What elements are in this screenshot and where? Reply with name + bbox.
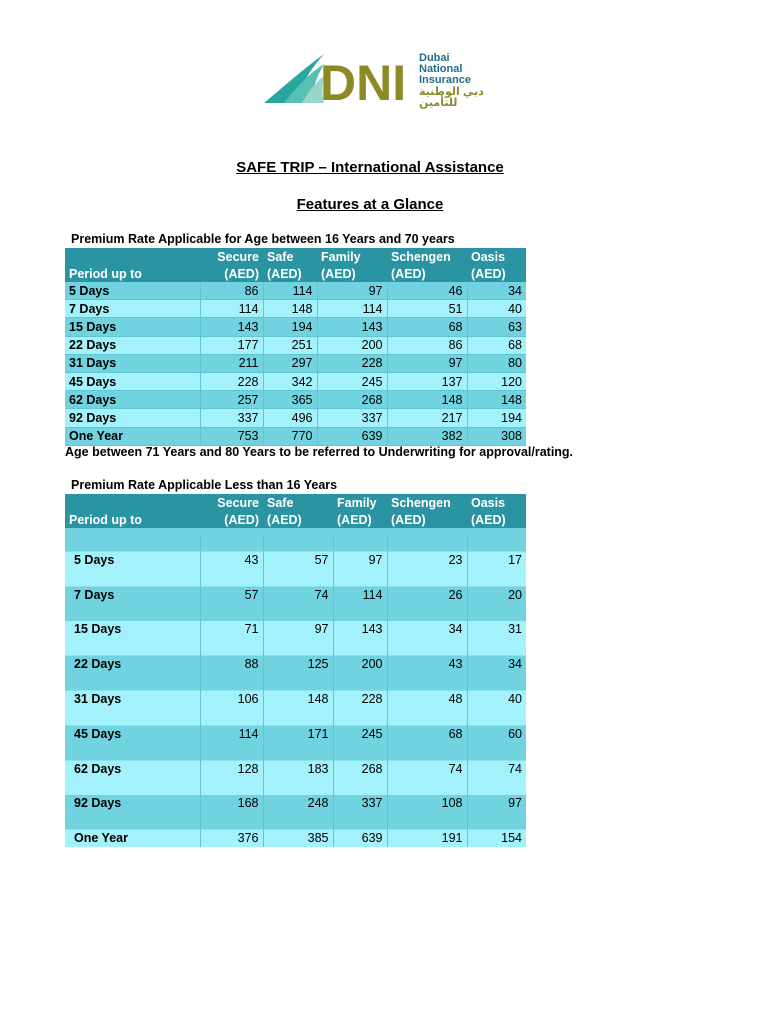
rate-cell: 88 [200,638,263,673]
period-column-header: Period up to [65,511,200,528]
rate-cell: 48 [387,673,467,708]
logo-name-arabic: دبي الوطنية للتأمين [419,86,484,109]
rate-cell: 308 [467,427,526,445]
table-row [65,569,526,604]
table-row [65,282,526,300]
table-row [65,708,526,743]
column-header-unit: (AED) [333,511,387,528]
rate-cell: 168 [200,778,263,813]
rate-cell: 200 [317,336,387,354]
column-header-unit: (AED) [317,265,387,282]
logo-name-line-2: National [419,63,463,75]
rate-cell: 143 [317,318,387,336]
rate-cell: 68 [387,708,467,743]
rate-cell: 60 [467,708,526,743]
period-cell: 62 Days [65,391,200,409]
column-header-top: Secure [200,494,263,511]
period-cell: 22 Days [65,638,200,673]
table-row [65,409,526,427]
rate-cell: 34 [387,604,467,639]
rate-cell: 114 [263,282,317,300]
rate-cell: 639 [333,812,387,847]
rate-cell: 86 [200,282,263,300]
rate-cell: 245 [333,708,387,743]
rate-cell: 34 [467,282,526,300]
rate-cell: 97 [387,354,467,372]
column-header-top: Safe [263,248,317,265]
column-header-unit: (AED) [467,265,526,282]
rate-cell: 120 [467,372,526,390]
table1-caption: Premium Rate Applicable for Age between 16 Years and 70 years [71,232,455,246]
rate-cell: 108 [387,778,467,813]
column-header-unit: (AED) [263,511,333,528]
rate-cell: 148 [387,391,467,409]
rate-cell: 26 [387,569,467,604]
column-header-unit: (AED) [387,265,467,282]
rate-cell: 57 [200,569,263,604]
period-cell: One Year [65,812,200,847]
column-header-top: Oasis [467,248,526,265]
column-header-top: Safe [263,494,333,511]
rate-cell: 211 [200,354,263,372]
column-header-unit: (AED) [200,265,263,282]
document-title: SAFE TRIP – International Assistance [236,159,504,176]
rate-cell: 297 [263,354,317,372]
rate-cell: 97 [263,604,333,639]
svg-text:DNI: DNI [320,55,407,108]
rate-cell: 68 [387,318,467,336]
rate-cell: 114 [317,300,387,318]
rate-cell: 148 [467,391,526,409]
rate-cell: 114 [200,300,263,318]
logo-company-name [419,53,502,109]
underwriting-note: Age between 71 Years and 80 Years to be referred to Underwriting for approval/rating. [65,445,574,459]
rate-cell: 143 [200,318,263,336]
rate-cell: 200 [333,638,387,673]
period-cell: 7 Days [65,569,200,604]
rate-cell: 376 [200,812,263,847]
column-header-top: Family [333,494,387,511]
table-row [65,300,526,318]
rate-cell: 46 [387,282,467,300]
period-cell: 45 Days [65,372,200,390]
table-row [65,372,526,390]
rate-cell: 191 [387,812,467,847]
rate-cell: 148 [263,300,317,318]
rate-cell: 183 [263,743,333,778]
table-row [65,427,526,445]
rate-cell: 268 [317,391,387,409]
dni-sail-logo-icon [262,48,422,108]
rate-cell: 143 [333,604,387,639]
rate-cell: 337 [317,409,387,427]
rate-cell: 342 [263,372,317,390]
rate-cell: 268 [333,743,387,778]
period-cell: 7 Days [65,300,200,318]
rate-cell: 154 [467,812,526,847]
rate-cell: 63 [467,318,526,336]
period-cell: 22 Days [65,336,200,354]
table-row [65,534,526,569]
rate-cell: 97 [333,534,387,569]
rate-cell: 97 [467,778,526,813]
rate-cell: 194 [263,318,317,336]
rate-cell: 148 [263,673,333,708]
rate-cell: 639 [317,427,387,445]
rate-cell: 245 [317,372,387,390]
rate-cell: 31 [467,604,526,639]
logo-name-line-3: Insurance [419,74,471,86]
table-row [65,743,526,778]
column-header-unit: (AED) [263,265,317,282]
period-cell: 15 Days [65,604,200,639]
rate-cell: 86 [387,336,467,354]
rate-cell: 770 [263,427,317,445]
rate-cell: 74 [263,569,333,604]
rate-cell: 51 [387,300,467,318]
rate-cell: 114 [200,708,263,743]
table-row [65,673,526,708]
column-header-unit: (AED) [467,511,526,528]
rate-cell: 106 [200,673,263,708]
rate-cell: 74 [467,743,526,778]
rate-cell: 337 [200,409,263,427]
rate-cell: 177 [200,336,263,354]
header-row-top [65,248,526,265]
document-subtitle: Features at a Glance [296,196,444,213]
column-header-unit: (AED) [387,511,467,528]
rate-cell: 171 [263,708,333,743]
period-cell: 62 Days [65,743,200,778]
rate-cell: 23 [387,534,467,569]
rate-cell: 43 [387,638,467,673]
rate-cell: 228 [200,372,263,390]
rate-cell: 20 [467,569,526,604]
rate-cell: 17 [467,534,526,569]
rate-cell: 125 [263,638,333,673]
rate-cell: 257 [200,391,263,409]
table-row [65,604,526,639]
period-cell: 31 Days [65,354,200,372]
rate-cell: 228 [317,354,387,372]
rate-cell: 753 [200,427,263,445]
rate-cell: 228 [333,673,387,708]
rate-cell: 217 [387,409,467,427]
period-cell: 5 Days [65,282,200,300]
column-header-top [65,494,200,511]
table-row [65,638,526,673]
period-cell: 15 Days [65,318,200,336]
header-row-bottom [65,511,526,528]
column-header-top: Secure [200,248,263,265]
period-cell: 92 Days [65,778,200,813]
rate-cell: 128 [200,743,263,778]
table-row [65,391,526,409]
column-header-top: Family [317,248,387,265]
rate-cell: 68 [467,336,526,354]
period-cell: 5 Days [65,534,200,569]
rate-cell: 40 [467,673,526,708]
rate-cell: 97 [317,282,387,300]
company-logo [262,48,502,108]
column-header-top: Oasis [467,494,526,511]
table-row [65,318,526,336]
rate-cell: 43 [200,534,263,569]
period-cell: 92 Days [65,409,200,427]
rate-cell: 365 [263,391,317,409]
rate-cell: 248 [263,778,333,813]
header-row-top [65,494,526,511]
premium-table-child [65,494,526,847]
period-cell: 31 Days [65,673,200,708]
rate-cell: 80 [467,354,526,372]
rate-cell: 337 [333,778,387,813]
column-header-top [65,248,200,265]
period-cell: 45 Days [65,708,200,743]
rate-cell: 382 [387,427,467,445]
rate-cell: 71 [200,604,263,639]
table2-caption: Premium Rate Applicable Less than 16 Years [71,478,338,492]
column-header-unit: (AED) [200,511,263,528]
rate-cell: 251 [263,336,317,354]
table-row [65,354,526,372]
rate-cell: 385 [263,812,333,847]
rate-cell: 194 [467,409,526,427]
premium-table-adult [65,248,526,446]
table-row [65,812,526,847]
rate-cell: 34 [467,638,526,673]
column-header-top: Schengen [387,248,467,265]
period-cell: One Year [65,427,200,445]
rate-cell: 40 [467,300,526,318]
rate-cell: 74 [387,743,467,778]
table-row [65,336,526,354]
period-column-header: Period up to [65,265,200,282]
rate-cell: 57 [263,534,333,569]
rate-cell: 496 [263,409,317,427]
table-row [65,778,526,813]
header-row-bottom [65,265,526,282]
column-header-top: Schengen [387,494,467,511]
logo-name-line-1: Dubai [419,52,450,64]
rate-cell: 114 [333,569,387,604]
rate-cell: 137 [387,372,467,390]
